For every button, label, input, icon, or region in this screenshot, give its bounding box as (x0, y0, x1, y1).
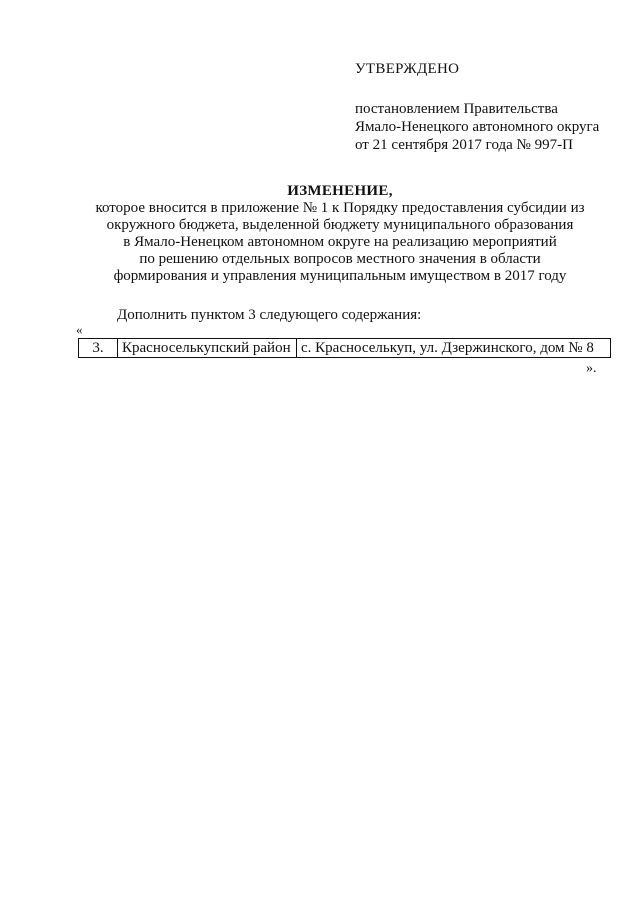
district-cell: Красноселькупский район (118, 339, 297, 358)
approval-block (355, 60, 625, 154)
document-title-block (70, 183, 610, 285)
title-line-2: окружного бюджета, выделенной бюджету муниципального образования (106, 217, 574, 233)
title-line-4: по решению отдельных вопросов местного значения в области (139, 251, 541, 267)
title-line-1: которое вносится в приложение № 1 к Порядку предоставления субсидии из (95, 200, 585, 216)
closing-quote: ». (586, 361, 597, 376)
row-number-cell: 3. (79, 339, 118, 358)
intro-paragraph: Дополнить пунктом 3 следующего содержания: (117, 307, 422, 323)
table-row (79, 339, 611, 358)
opening-quote: « (76, 322, 83, 337)
entry-table (78, 338, 611, 358)
approval-line-3: от 21 сентября 2017 года № 997-П (355, 137, 573, 153)
approved-stamp-text: УТВЕРЖДЕНО (355, 61, 460, 77)
document-heading: ИЗМЕНЕНИЕ, (287, 183, 393, 199)
address-cell: с. Красноселькуп, ул. Дзержинского, дом № 8 (297, 339, 611, 358)
title-line-5: формирования и управления муниципальным имуществом в 2017 году (113, 268, 567, 284)
approval-line-2: Ямало-Ненецкого автономного округа (355, 119, 600, 135)
approval-line-1: постановлением Правительства (355, 101, 558, 117)
title-line-3: в Ямало-Ненецком автономном округе на реализацию мероприятий (123, 234, 557, 250)
